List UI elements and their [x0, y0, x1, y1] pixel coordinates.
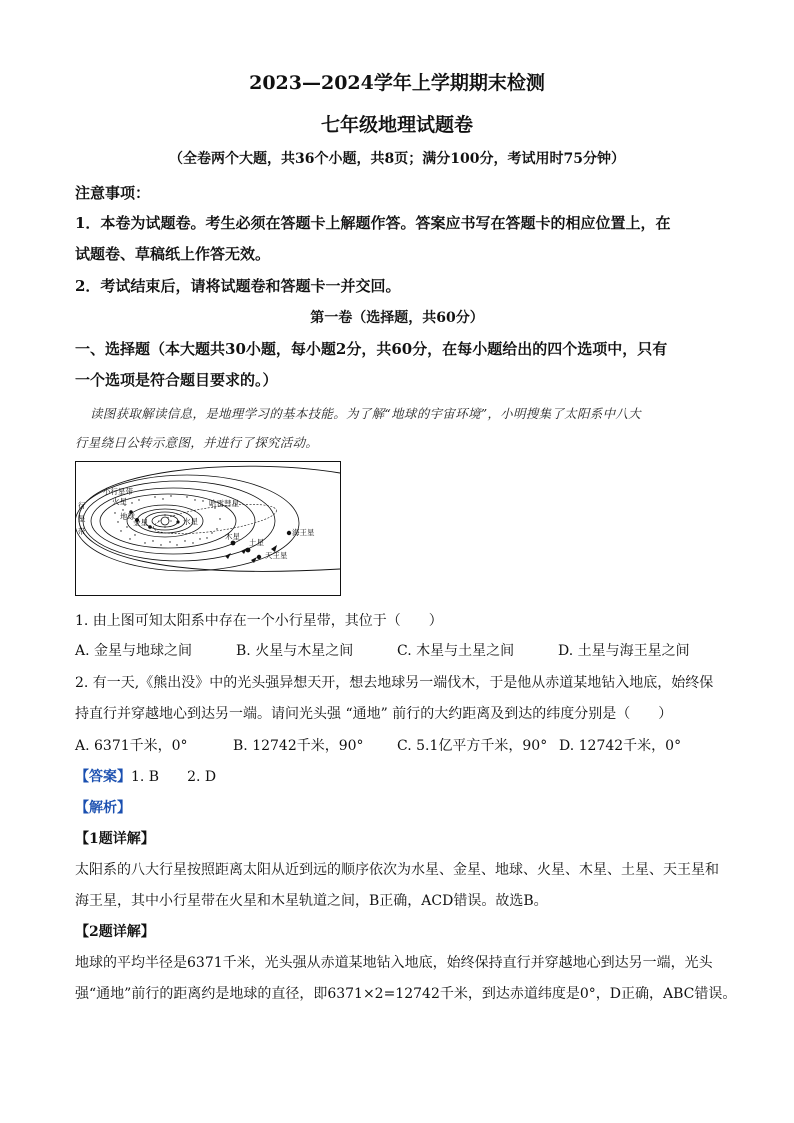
solar-system-figure	[75, 461, 341, 596]
answer-tag: 【答案】	[75, 769, 131, 785]
analysis-sub2-tag: 【2题详解】	[75, 924, 155, 940]
saturn-dot	[246, 548, 251, 553]
label-comet: 哈雷彗星	[209, 499, 239, 508]
q1-stem: 1. 由上图可知太阳系中存在一个小行星带，其位于（ ）	[75, 613, 443, 629]
exam-note: （全卷两个大题，共36个小题，共8页；满分100分，考试用时75分钟）	[169, 151, 625, 167]
venus-dot	[148, 525, 152, 529]
volume-title: 第一卷（选择题，共60分）	[310, 310, 484, 326]
analysis-sub1-line1: 太阳系的八大行星按照距离太阳从近到远的顺序依次为水星、金星、地球、火星、木星、土星、天王星和	[75, 862, 719, 878]
answer-line	[75, 766, 216, 786]
label-saturn: 土星	[249, 538, 264, 547]
label-uranus: 天王星	[265, 551, 288, 560]
q2-stem-line2: 持直行并穿越地心到达另一端。请问光头强 “通地” 前行的大约距离及到达的纬度分别是（ ）	[75, 706, 673, 722]
label-mars: 火星	[112, 497, 127, 506]
answer-text: 1. B 2. D	[131, 769, 217, 785]
q1-option-d[interactable]: D. 土星与海王星之间	[558, 643, 690, 659]
q2-option-b[interactable]: B. 12742千米，90°	[233, 738, 364, 754]
label-earth: 地球	[120, 512, 135, 521]
q2-stem-line1: 2. 有一天,《熊出没》中的光头强异想天开，想去地球另一端伐木，于是他从赤道某地钻入地底，始终保	[75, 675, 714, 691]
q2-option-a[interactable]: A. 6371千米，0°	[75, 738, 188, 754]
neptune-dot	[287, 531, 291, 535]
analysis-sub1-line2: 海王星，其中小行星带在火星和木星轨道之间，B正确，ACD错误。故选B。	[75, 893, 548, 909]
sun-symbol	[161, 517, 169, 525]
q2-option-d[interactable]: D. 12742千米，0°	[559, 738, 682, 754]
label-neptune: 海王星	[292, 528, 315, 537]
intro-line1: 读图获取解读信息，是地理学习的基本技能。为了解“地球的宇宙环境”，小明搜集了太阳系中八大	[90, 406, 641, 421]
analysis-tag: 【解析】	[75, 800, 131, 816]
analysis-sub1-tag: 【1题详解】	[75, 831, 155, 847]
label-venus: 金星	[133, 518, 148, 527]
notice-item1-line1: 1．本卷为试题卷。考生必须在答题卡上解题作答。答案应书写在答题卡的相应位置上，在	[75, 214, 671, 232]
label-asteroid-belt: 小行星带	[103, 487, 133, 496]
notice-item2: 2．考试结束后，请将试题卷和答题卡一并交回。	[75, 277, 401, 295]
label-left-partial-3: 带	[78, 527, 86, 536]
q1-option-c[interactable]: C. 木星与土星之间	[397, 643, 515, 659]
analysis-sub2-line1: 地球的平均半径是6371千米，光头强从赤道某地钻入地底，始终保持直行并穿越地心到达另一端，光头	[75, 955, 713, 971]
q1-option-b[interactable]: B. 火星与木星之间	[236, 643, 354, 659]
q2-option-c[interactable]: C. 5.1亿平方千米，90°	[397, 738, 548, 754]
label-left-partial-1: 行	[78, 501, 86, 510]
jupiter-dot	[231, 541, 236, 546]
analysis-sub2-line2: 强“通地”前行的距离约是地球的直径，即6371×2=12742千米，到达赤道纬度是0°，D正确，ABC错误。	[75, 986, 737, 1002]
q1-option-a[interactable]: A. 金星与地球之间	[75, 643, 193, 659]
mercury-dot	[176, 520, 179, 523]
notice-item1-line2: 试题卷、草稿纸上作答无效。	[75, 245, 271, 263]
uranus-dot	[257, 555, 261, 559]
notice-heading: 注意事项：	[75, 184, 151, 202]
solar-system-diagram	[75, 461, 341, 596]
intro-line2: 行星绕日公转示意图，并进行了探究活动。	[75, 435, 319, 450]
part1-heading-line2: 一个选项是符合题目要求的。）	[75, 371, 278, 389]
label-jupiter: 木星	[225, 532, 240, 541]
label-mercury: 水星	[183, 517, 198, 526]
part1-heading-line1: 一、选择题（本大题共30小题，每小题2分，共60分，在每小题给出的四个选项中，只有	[75, 340, 668, 358]
exam-subtitle: 七年级地理试题卷	[320, 114, 473, 136]
label-left-partial-2: 星	[78, 514, 86, 523]
exam-title: 2023—2024学年上学期期末检测	[249, 72, 545, 94]
